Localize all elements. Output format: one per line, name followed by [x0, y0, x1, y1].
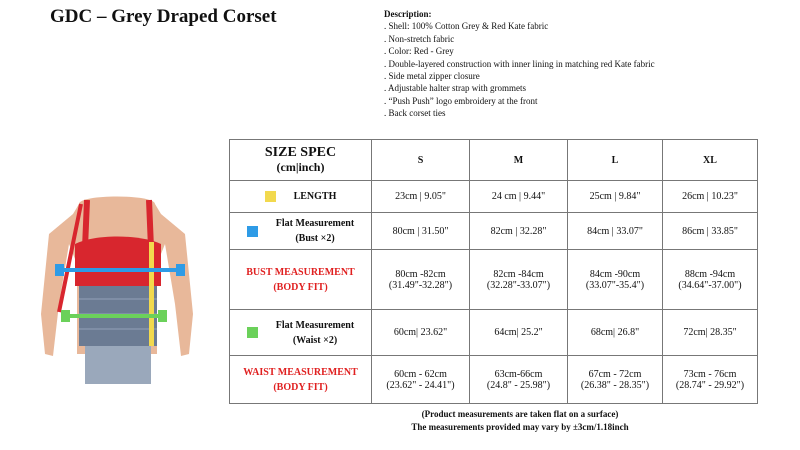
row-label-text: WAIST MEASUREMENT [243, 366, 358, 378]
cell-cm: 84cm -90cm [589, 268, 641, 280]
description-item: . Double-layered construction with inner lining in matching red Kate fabric [384, 58, 655, 69]
row-label-flat-bust [230, 213, 372, 250]
bust-guide-end-right [176, 264, 185, 276]
description-heading: Description: [384, 9, 432, 19]
row-label-text: BUST MEASUREMENT [246, 266, 355, 278]
table-cell [372, 250, 470, 310]
description-item: . Non-stretch fabric [384, 33, 455, 44]
table-cell: 23cm | 9.05" [372, 181, 470, 213]
cell-cm: 73cm - 76cm [683, 368, 737, 380]
table-row [230, 356, 758, 404]
cell-inch: (26.38" - 28.35") [580, 379, 650, 391]
table-cell [568, 356, 663, 404]
table-cell: 25cm | 9.84" [568, 181, 663, 213]
table-cell [663, 356, 758, 404]
description-item: . Color: Red - Grey [384, 46, 454, 57]
waist-guide-end-left [61, 310, 70, 322]
cell-cm: 67cm - 72cm [588, 368, 642, 380]
cell-inch: (23.62" - 24.41") [386, 379, 455, 391]
row-label-subtext: (BODY FIT) [273, 281, 328, 293]
size-spec-unit: (cm|inch) [276, 160, 325, 174]
description-item: . Shell: 100% Cotton Grey & Red Kate fabric [384, 21, 549, 32]
table-cell [470, 250, 568, 310]
size-header-l: L [568, 140, 663, 181]
cell-inch: (31.49"-32.28") [388, 279, 453, 291]
waist-guide-end-right [158, 310, 167, 322]
table-cell [372, 356, 470, 404]
table-row [230, 250, 758, 310]
cell-cm: 88cm -94cm [684, 268, 736, 280]
row-label-subtext: (Waist ×2) [292, 334, 338, 346]
table-cell: 86cm | 33.85" [663, 213, 758, 250]
size-header-s: S [372, 140, 470, 181]
size-spec-table [229, 139, 758, 404]
model-illustration [41, 197, 193, 385]
cell-inch: (33.07"-35.4") [585, 279, 645, 291]
table-cell: 80cm | 31.50" [372, 213, 470, 250]
measurement-note: (Product measurements are taken flat on a surface) [421, 409, 619, 419]
description-item: . “Push Push” logo embroidery at the front [384, 95, 538, 106]
bust-guide-line [57, 268, 181, 272]
row-label-waist-body-fit [230, 356, 372, 404]
size-header-xl: XL [663, 140, 758, 181]
table-cell [470, 356, 568, 404]
description-item: . Back corset ties [384, 108, 446, 119]
row-label-subtext: (Bust ×2) [295, 233, 335, 244]
bust-guide-end-left [55, 264, 64, 276]
blue-swatch [247, 226, 258, 237]
row-label-text: Flat Measurement [275, 319, 355, 331]
table-cell: 84cm | 33.07" [568, 213, 663, 250]
cell-inch: (24.8" - 25.98") [486, 379, 551, 391]
product-title: GDC – Grey Draped Corset [50, 6, 277, 27]
table-cell: 68cm| 26.8" [568, 310, 663, 356]
table-cell: 64cm| 25.2" [470, 310, 568, 356]
cell-cm: 82cm -84cm [493, 268, 544, 280]
size-header-m: M [470, 140, 568, 181]
row-label-text: LENGTH [293, 191, 337, 202]
size-spec-header [230, 140, 372, 181]
table-header-row [230, 140, 758, 181]
description-block [384, 8, 655, 120]
green-swatch [247, 327, 258, 338]
row-label-subtext: (BODY FIT) [273, 381, 328, 393]
product-figure [35, 194, 198, 384]
row-label-text: Flat Measurement [275, 218, 355, 229]
description-item: . Side metal zipper closure [384, 71, 480, 82]
table-row [230, 310, 758, 356]
cell-inch: (34.64"-37.00") [678, 279, 742, 291]
cell-cm: 80cm -82cm [395, 268, 446, 280]
row-label-bust-body-fit [230, 250, 372, 310]
cell-cm: 63cm-66cm [494, 368, 543, 380]
length-guide-line [149, 242, 154, 346]
description-item: . Adjustable halter strap with grommets [384, 83, 526, 94]
cell-inch: (32.28"-33.07") [486, 279, 551, 291]
cell-inch: (28.74" - 29.92") [675, 379, 745, 391]
yellow-swatch [265, 191, 276, 202]
cell-cm: 60cm - 62cm [394, 368, 447, 380]
table-cell: 72cm| 28.35" [663, 310, 758, 356]
table-cell: 82cm | 32.28" [470, 213, 568, 250]
table-cell: 60cm| 23.62" [372, 310, 470, 356]
waist-guide-line [65, 314, 163, 318]
size-spec-title: SIZE SPEC [264, 145, 337, 160]
table-cell [663, 250, 758, 310]
table-cell [568, 250, 663, 310]
row-label-flat-waist [230, 310, 372, 356]
table-row [230, 213, 758, 250]
table-cell: 24 cm | 9.44" [470, 181, 568, 213]
row-label-length [230, 181, 372, 213]
table-row [230, 181, 758, 213]
table-cell: 26cm | 10.23" [663, 181, 758, 213]
variance-note: The measurements provided may vary by ±3cm/1.18inch [411, 422, 629, 432]
